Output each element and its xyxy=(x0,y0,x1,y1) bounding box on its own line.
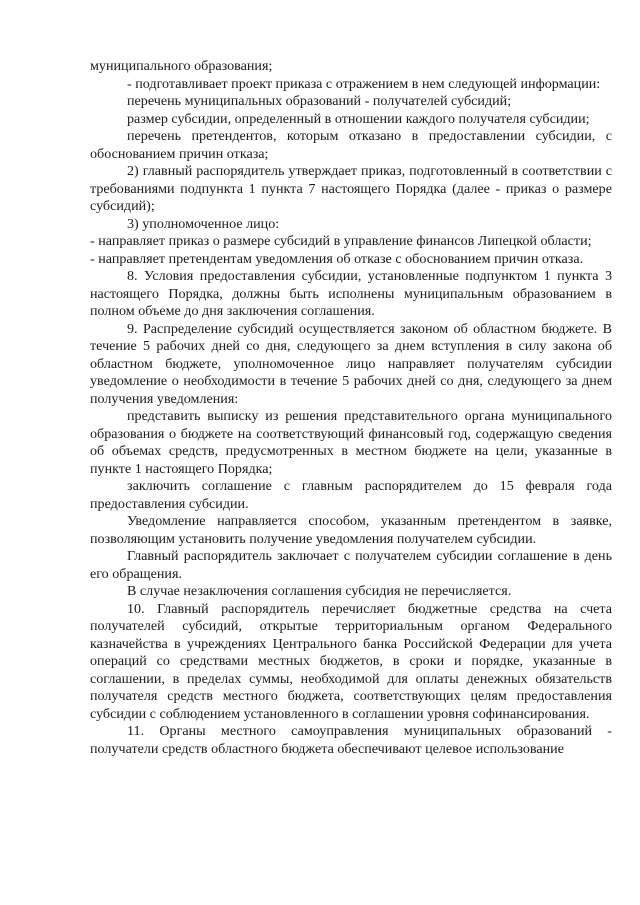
paragraph-5: перечень претендентов, которым отказано в предоставлении субсидии, с обоснованием причин отказа; xyxy=(90,128,612,162)
paragraph-16: В случае незаключения соглашения субсидия не перечисляется. xyxy=(127,583,512,599)
paragraph-13: заключить соглашение с главным распорядителем до 15 февраля года предоставления субсидии. xyxy=(90,478,612,512)
paragraph-14: Уведомление направляется способом, указанным претендентом в заявке, позволяющим установить получение уведомления получателем субсидии. xyxy=(90,513,612,547)
paragraph-17: 10. Главный распорядитель перечисляет бюджетные средства на счета получателей субсидий, открытые территориальным органом Федерального казначейства в учреждениях Центрального банка Российской Федерации для учета операций со средствами местных бюджетов, в сроки и порядке, указанные в соглашении, в пределах суммы, необходимой для оплаты денежных обязательств получателя средств местного бюджета, соответствующих целям предоставления субсидии с соблюдением установленного в соглашении уровня софинансирования. xyxy=(90,600,612,722)
paragraph-6: 2) главный распорядитель утверждает приказ, подготовленный в соответствии с требованиями подпункта 1 пункта 7 настоящего Порядка (далее - приказ о размере субсидий); xyxy=(90,163,612,214)
paragraph-8: - направляет приказ о размере субсидий в управление финансов Липецкой области; xyxy=(90,233,592,249)
paragraph-18: 11. Органы местного самоуправления муниципальных образований - получатели средств областного бюджета обеспечивают целевое использование xyxy=(90,723,612,757)
document-page xyxy=(90,58,612,758)
paragraph-11: 9. Распределение субсидий осуществляется законом об областном бюджете. В течение 5 рабочих дней со дня, следующего за днем вступления в силу закона об областном бюджете, уполномоченное лицо направляет получателям субсидии уведомление о необходимости в течение 5 рабочих дней со дня, следующего за днем получения уведомления: xyxy=(90,320,612,407)
paragraph-4: размер субсидии, определенный в отношении каждого получателя субсидии; xyxy=(127,110,590,127)
paragraph-12: представить выписку из решения представительного органа муниципального образования о бюджете на соответствующий финансовый год, содержащую сведения об объемах средств, предусмотренных в местном бюджете на цели, указанные в пункте 1 настоящего Порядка; xyxy=(90,408,612,477)
paragraph-15: Главный распорядитель заключает с получателем субсидии соглашение в день его обращения. xyxy=(90,548,612,582)
paragraph-10: 8. Условия предоставления субсидии, установленные подпунктом 1 пункта 3 настоящего Порядка, должны быть исполнены муниципальным образованием в полном объеме до дня заключения соглашения. xyxy=(90,268,612,319)
paragraph-3: перечень муниципальных образований - получателей субсидий; xyxy=(127,93,512,109)
paragraph-9: - направляет претендентам уведомления об отказе с обоснованием причин отказа. xyxy=(90,250,584,267)
paragraph-7: 3) уполномоченное лицо: xyxy=(127,215,280,232)
paragraph-2: - подготавливает проект приказа с отражением в нем следующей информации: xyxy=(127,75,601,92)
paragraph-1: муниципального образования; xyxy=(90,58,273,74)
